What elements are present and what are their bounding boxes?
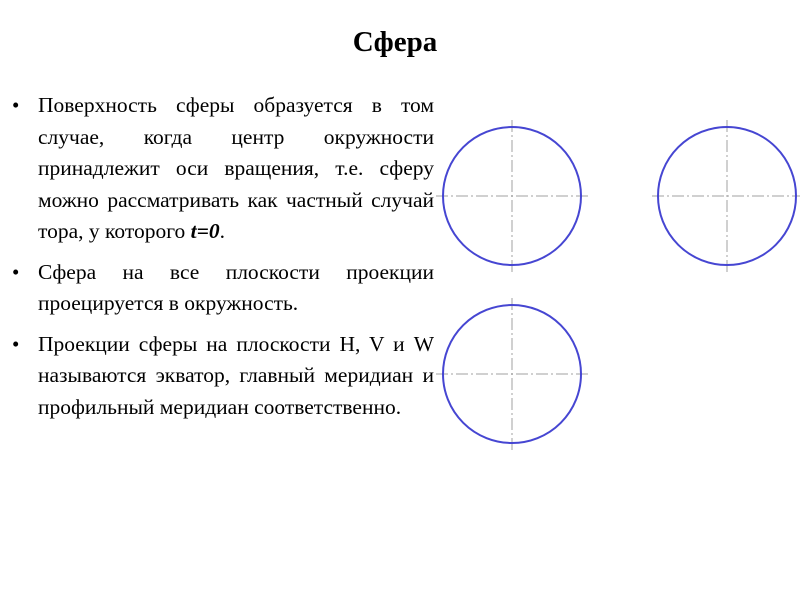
top-view-circle xyxy=(443,305,581,443)
slide-title: Сфера xyxy=(352,26,438,58)
front-view-circle xyxy=(443,127,581,265)
front-view-projection xyxy=(436,120,588,272)
bullet-item-meridians xyxy=(10,329,434,424)
bullet-item-projection xyxy=(10,257,434,320)
bullet-list xyxy=(10,90,434,432)
bullet-dot-icon: • xyxy=(12,331,20,356)
top-view-projection xyxy=(436,298,588,450)
side-view-projection xyxy=(652,120,800,272)
bullet-text-projection: Сфера на все плоскости проекции проецируется в окружность. xyxy=(38,259,434,315)
bullet-dot-icon: • xyxy=(12,259,20,284)
torus-parameter: t=0 xyxy=(190,219,220,243)
bullet-text-meridians: Проекции сферы на плоскости H, V и W называются экватор, главный меридиан и профильный меридиан соответственно. xyxy=(38,331,434,419)
bullet-dot-icon: • xyxy=(12,93,20,117)
bullet-text-surface: Поверхность сферы образуется в том случае, когда центр окружности принадлежит оси вращения, т.е. сферу можно рассматривать как частный случай тора, у которого xyxy=(38,93,434,243)
side-view-circle xyxy=(658,127,796,265)
bullet-item-surface xyxy=(10,90,434,248)
bullet-text-end: . xyxy=(219,219,225,243)
